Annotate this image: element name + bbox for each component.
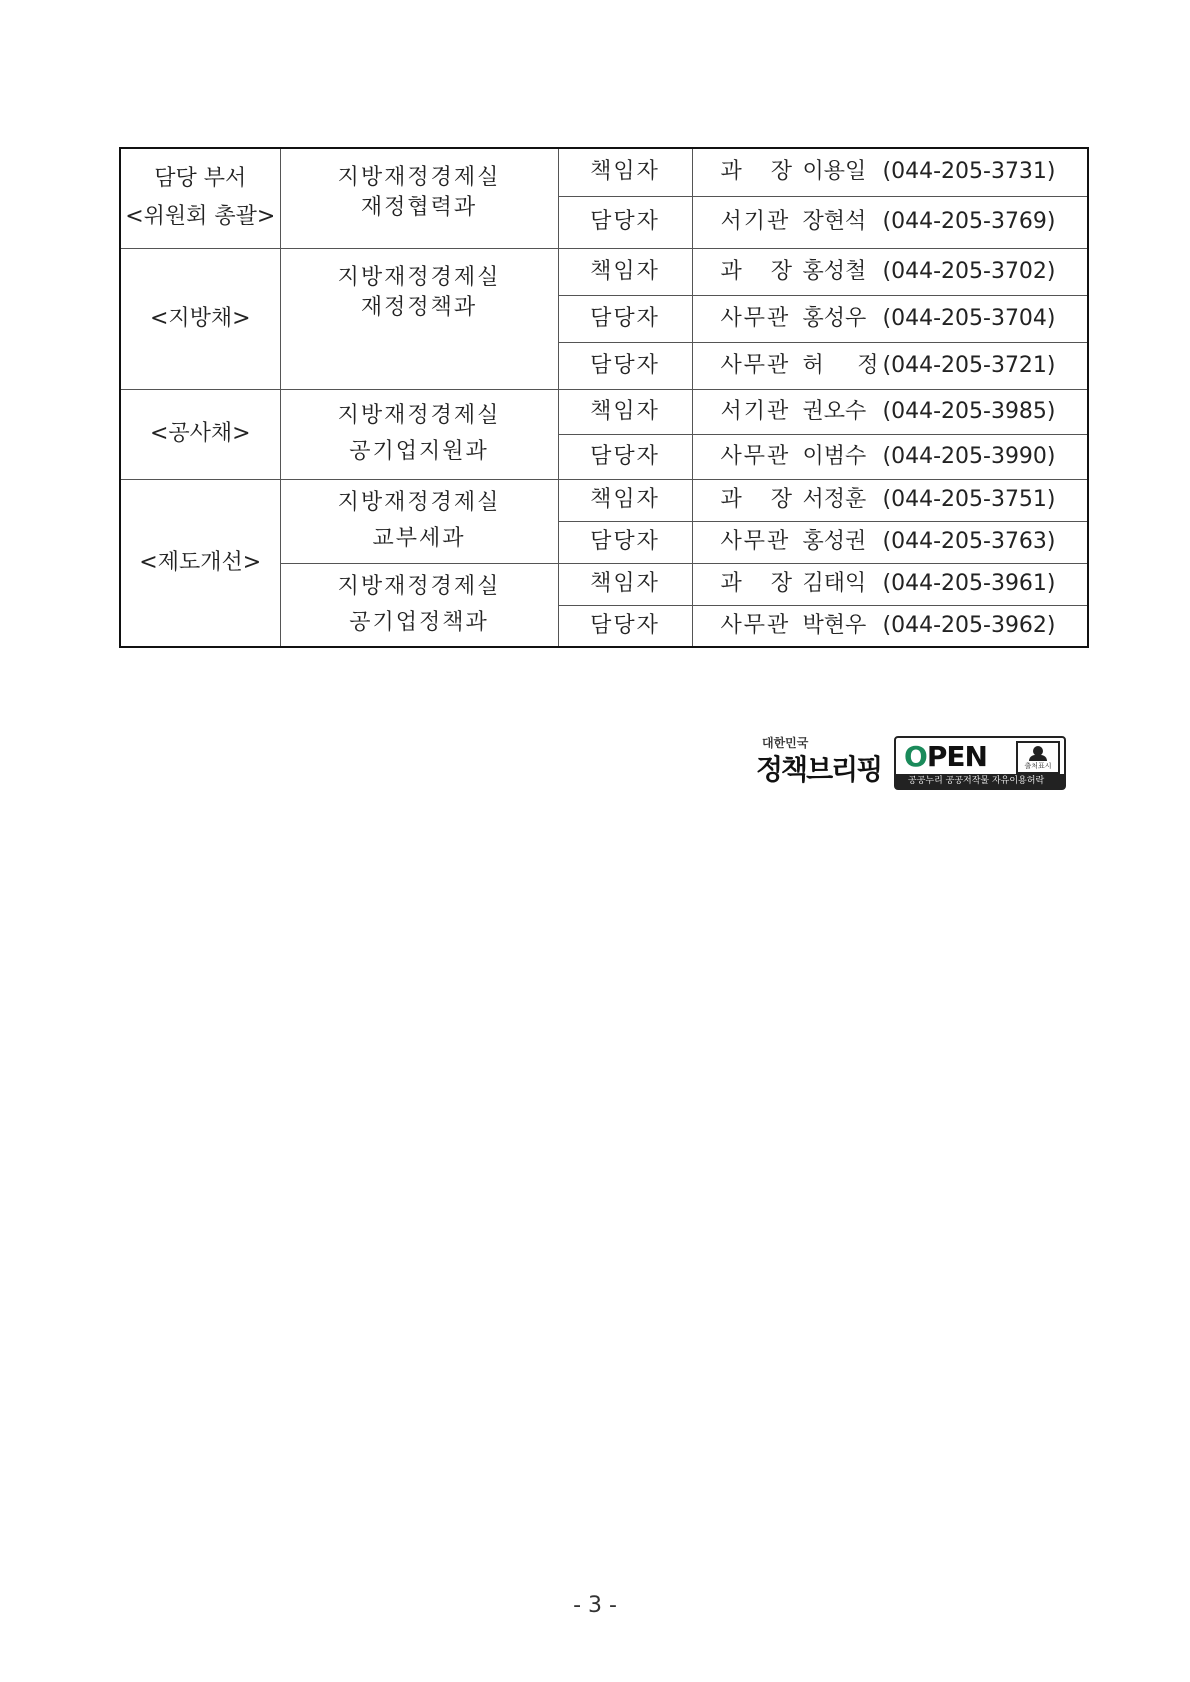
position: 과 장 [720, 159, 794, 185]
position: 과 장 [720, 571, 794, 596]
contact-cell [692, 342, 1088, 389]
person-name: 권오수 [802, 398, 867, 424]
contact-cell [692, 148, 1088, 196]
phone-number: (044-205-3985) [882, 398, 1056, 424]
position: 사무관 [720, 443, 791, 469]
contact-table [119, 147, 1089, 648]
phone-number: (044-205-3769) [882, 209, 1056, 234]
kogl-open-logo: OPEN 출처표시 공공누리 공공저작물 자유이용허락 [894, 736, 1066, 790]
dept-line: 교부세과 [372, 526, 466, 551]
dept-line: 지방재정경제실 [337, 403, 501, 428]
footer-logos [756, 734, 1066, 792]
dept-cell [280, 389, 558, 479]
table-row [120, 389, 1088, 434]
phone-number: (044-205-3721) [882, 352, 1056, 378]
group-cell: <지방채> [120, 248, 280, 389]
contact-cell [692, 248, 1088, 295]
phone-number: (044-205-3702) [882, 258, 1056, 284]
table-row [120, 148, 1088, 196]
role-cell: 책임자 [558, 563, 692, 605]
attribution-icon: 출처표시 [1016, 741, 1060, 774]
role-cell: 책임자 [558, 248, 692, 295]
role-cell: 담당자 [558, 295, 692, 342]
role-cell: 책임자 [558, 389, 692, 434]
position: 사무관 [720, 352, 791, 378]
phone-number: (044-205-3961) [882, 571, 1056, 596]
header-dept-line: <위원회 총괄> [125, 204, 276, 230]
header-dept-line: 담당 부서 [154, 166, 247, 192]
position: 서기관 [720, 209, 791, 234]
page-number: - 3 - [573, 1593, 617, 1618]
role-cell: 담당자 [558, 605, 692, 647]
dept-line: 공기업지원과 [349, 439, 489, 464]
phone-number: (044-205-3731) [882, 159, 1056, 185]
dept-cell [280, 248, 558, 389]
phone-number: (044-205-3704) [882, 305, 1056, 331]
group-cell: <제도개선> [120, 479, 280, 647]
dept-line: 지방재정경제실 [337, 573, 501, 599]
position: 사무관 [720, 529, 791, 554]
phone-number: (044-205-3763) [882, 529, 1056, 554]
dept-line: 지방재정경제실 [337, 264, 501, 290]
phone-number: (044-205-3990) [882, 443, 1056, 469]
role-cell: 담당자 [558, 521, 692, 563]
person-name: 장현석 [802, 209, 867, 234]
person-name: 홍성권 [802, 529, 867, 554]
role-cell: 담당자 [558, 342, 692, 389]
dept-line: 공기업정책과 [349, 609, 489, 635]
group-cell: <공사채> [120, 389, 280, 479]
dept-cell [280, 479, 558, 563]
person-name: 서정훈 [802, 487, 867, 512]
policy-briefing-logo: 대한민국 정책브리핑 [756, 736, 882, 786]
person-name: 이범수 [802, 443, 867, 469]
position: 서기관 [720, 398, 791, 424]
role-cell: 책임자 [558, 148, 692, 196]
dept-cell [280, 563, 558, 647]
table-row [120, 248, 1088, 295]
position: 과 장 [720, 258, 794, 284]
person-name: 홍성철 [802, 258, 867, 284]
person-name: 김태익 [802, 571, 867, 596]
contact-cell [692, 295, 1088, 342]
phone-number: (044-205-3751) [882, 487, 1056, 512]
contact-cell [692, 521, 1088, 563]
contact-cell [692, 389, 1088, 434]
person-name: 이용일 [802, 159, 867, 185]
group-cell [120, 148, 280, 248]
role-cell: 책임자 [558, 479, 692, 521]
role-cell: 담당자 [558, 434, 692, 479]
dept-cell [280, 148, 558, 248]
contact-cell [692, 563, 1088, 605]
dept-line: 재정협력과 [360, 195, 478, 220]
position: 사무관 [720, 305, 791, 331]
position: 과 장 [720, 487, 794, 512]
contact-cell [692, 479, 1088, 521]
dept-line: 재정정책과 [360, 294, 478, 320]
dept-line: 지방재정경제실 [337, 490, 501, 515]
table-row [120, 479, 1088, 521]
position: 사무관 [720, 612, 791, 638]
contact-cell [692, 434, 1088, 479]
contact-cell [692, 196, 1088, 248]
person-name: 박현우 [802, 612, 867, 638]
role-cell: 담당자 [558, 196, 692, 248]
person-name: 허 정 [802, 352, 879, 378]
contact-cell [692, 605, 1088, 647]
phone-number: (044-205-3962) [882, 612, 1056, 638]
dept-line: 지방재정경제실 [337, 165, 501, 190]
person-name: 홍성우 [802, 305, 867, 331]
